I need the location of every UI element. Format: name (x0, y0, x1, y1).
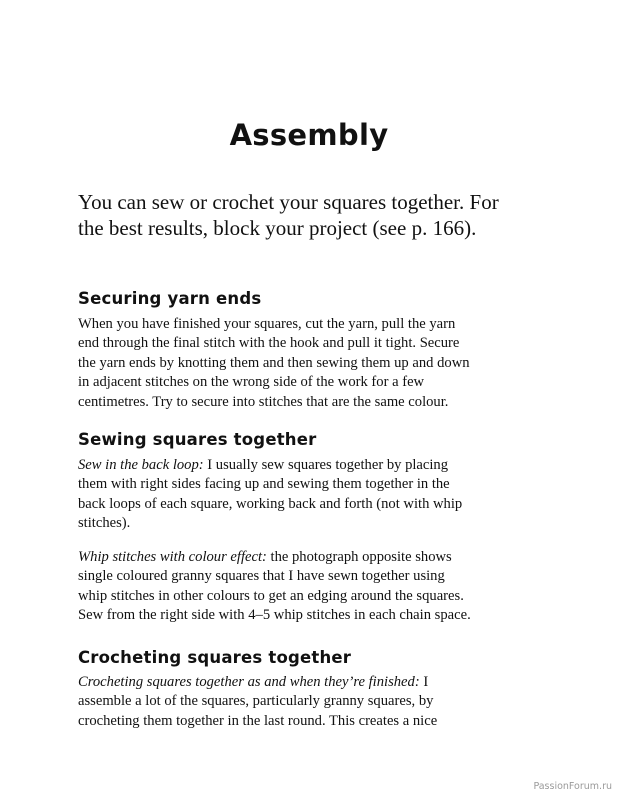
text-line: whip stitches in other colours to get an edging around the squares. (78, 587, 464, 604)
text-line: them with right sides facing up and sewing them together in the (78, 476, 450, 493)
text-line: crocheting them together in the last round. This creates a nice (78, 712, 438, 729)
italic-lead: Crocheting squares together as and when they’re finished: (78, 674, 420, 690)
text-line: I (419, 674, 429, 690)
text-line: single coloured granny squares that I have sewn together using (78, 568, 445, 585)
heading-sewing-squares-together: Sewing squares together (78, 430, 317, 449)
text-line: stitches). (78, 515, 131, 532)
text-line: assemble a lot of the squares, particularly granny squares, by (78, 693, 434, 710)
text-line: the yarn ends by knotting them and then sewing them up and down (78, 354, 470, 371)
paragraph-crocheting-as-finished (78, 673, 540, 731)
italic-lead: Whip stitches with colour effect: (78, 549, 267, 565)
intro-paragraph: You can sew or crochet your squares together. For the best results, block your project (see p. 166). (78, 190, 499, 240)
text-line: end through the final stitch with the hook and pull it tight. Secure (78, 335, 460, 352)
text-line: in adjacent stitches on the wrong side of the work for a few (78, 374, 425, 391)
text-line: When you have finished your squares, cut the yarn, pull the yarn (78, 316, 456, 332)
text-line: Sew from the right side with 4–5 whip stitches in each chain space. (78, 607, 471, 624)
heading-crocheting-squares-together: Crocheting squares together (78, 648, 352, 667)
page-title: Assembly (229, 118, 389, 152)
paragraph-sew-in-back-loop (78, 456, 540, 534)
heading-securing-yarn-ends: Securing yarn ends (78, 289, 262, 308)
text-line: I usually sew squares together by placing (203, 457, 449, 473)
text-line: back loops of each square, working back and forth (not with whip (78, 495, 463, 512)
text-line: the photograph opposite shows (266, 549, 452, 565)
italic-lead: Sew in the back loop: (78, 457, 204, 473)
paragraph-securing-yarn-ends (78, 315, 540, 412)
paragraph-whip-stitches (78, 548, 540, 626)
text-line: centimetres. Try to secure into stitches that are the same colour. (78, 393, 449, 410)
watermark: PassionForum.ru (533, 781, 612, 792)
